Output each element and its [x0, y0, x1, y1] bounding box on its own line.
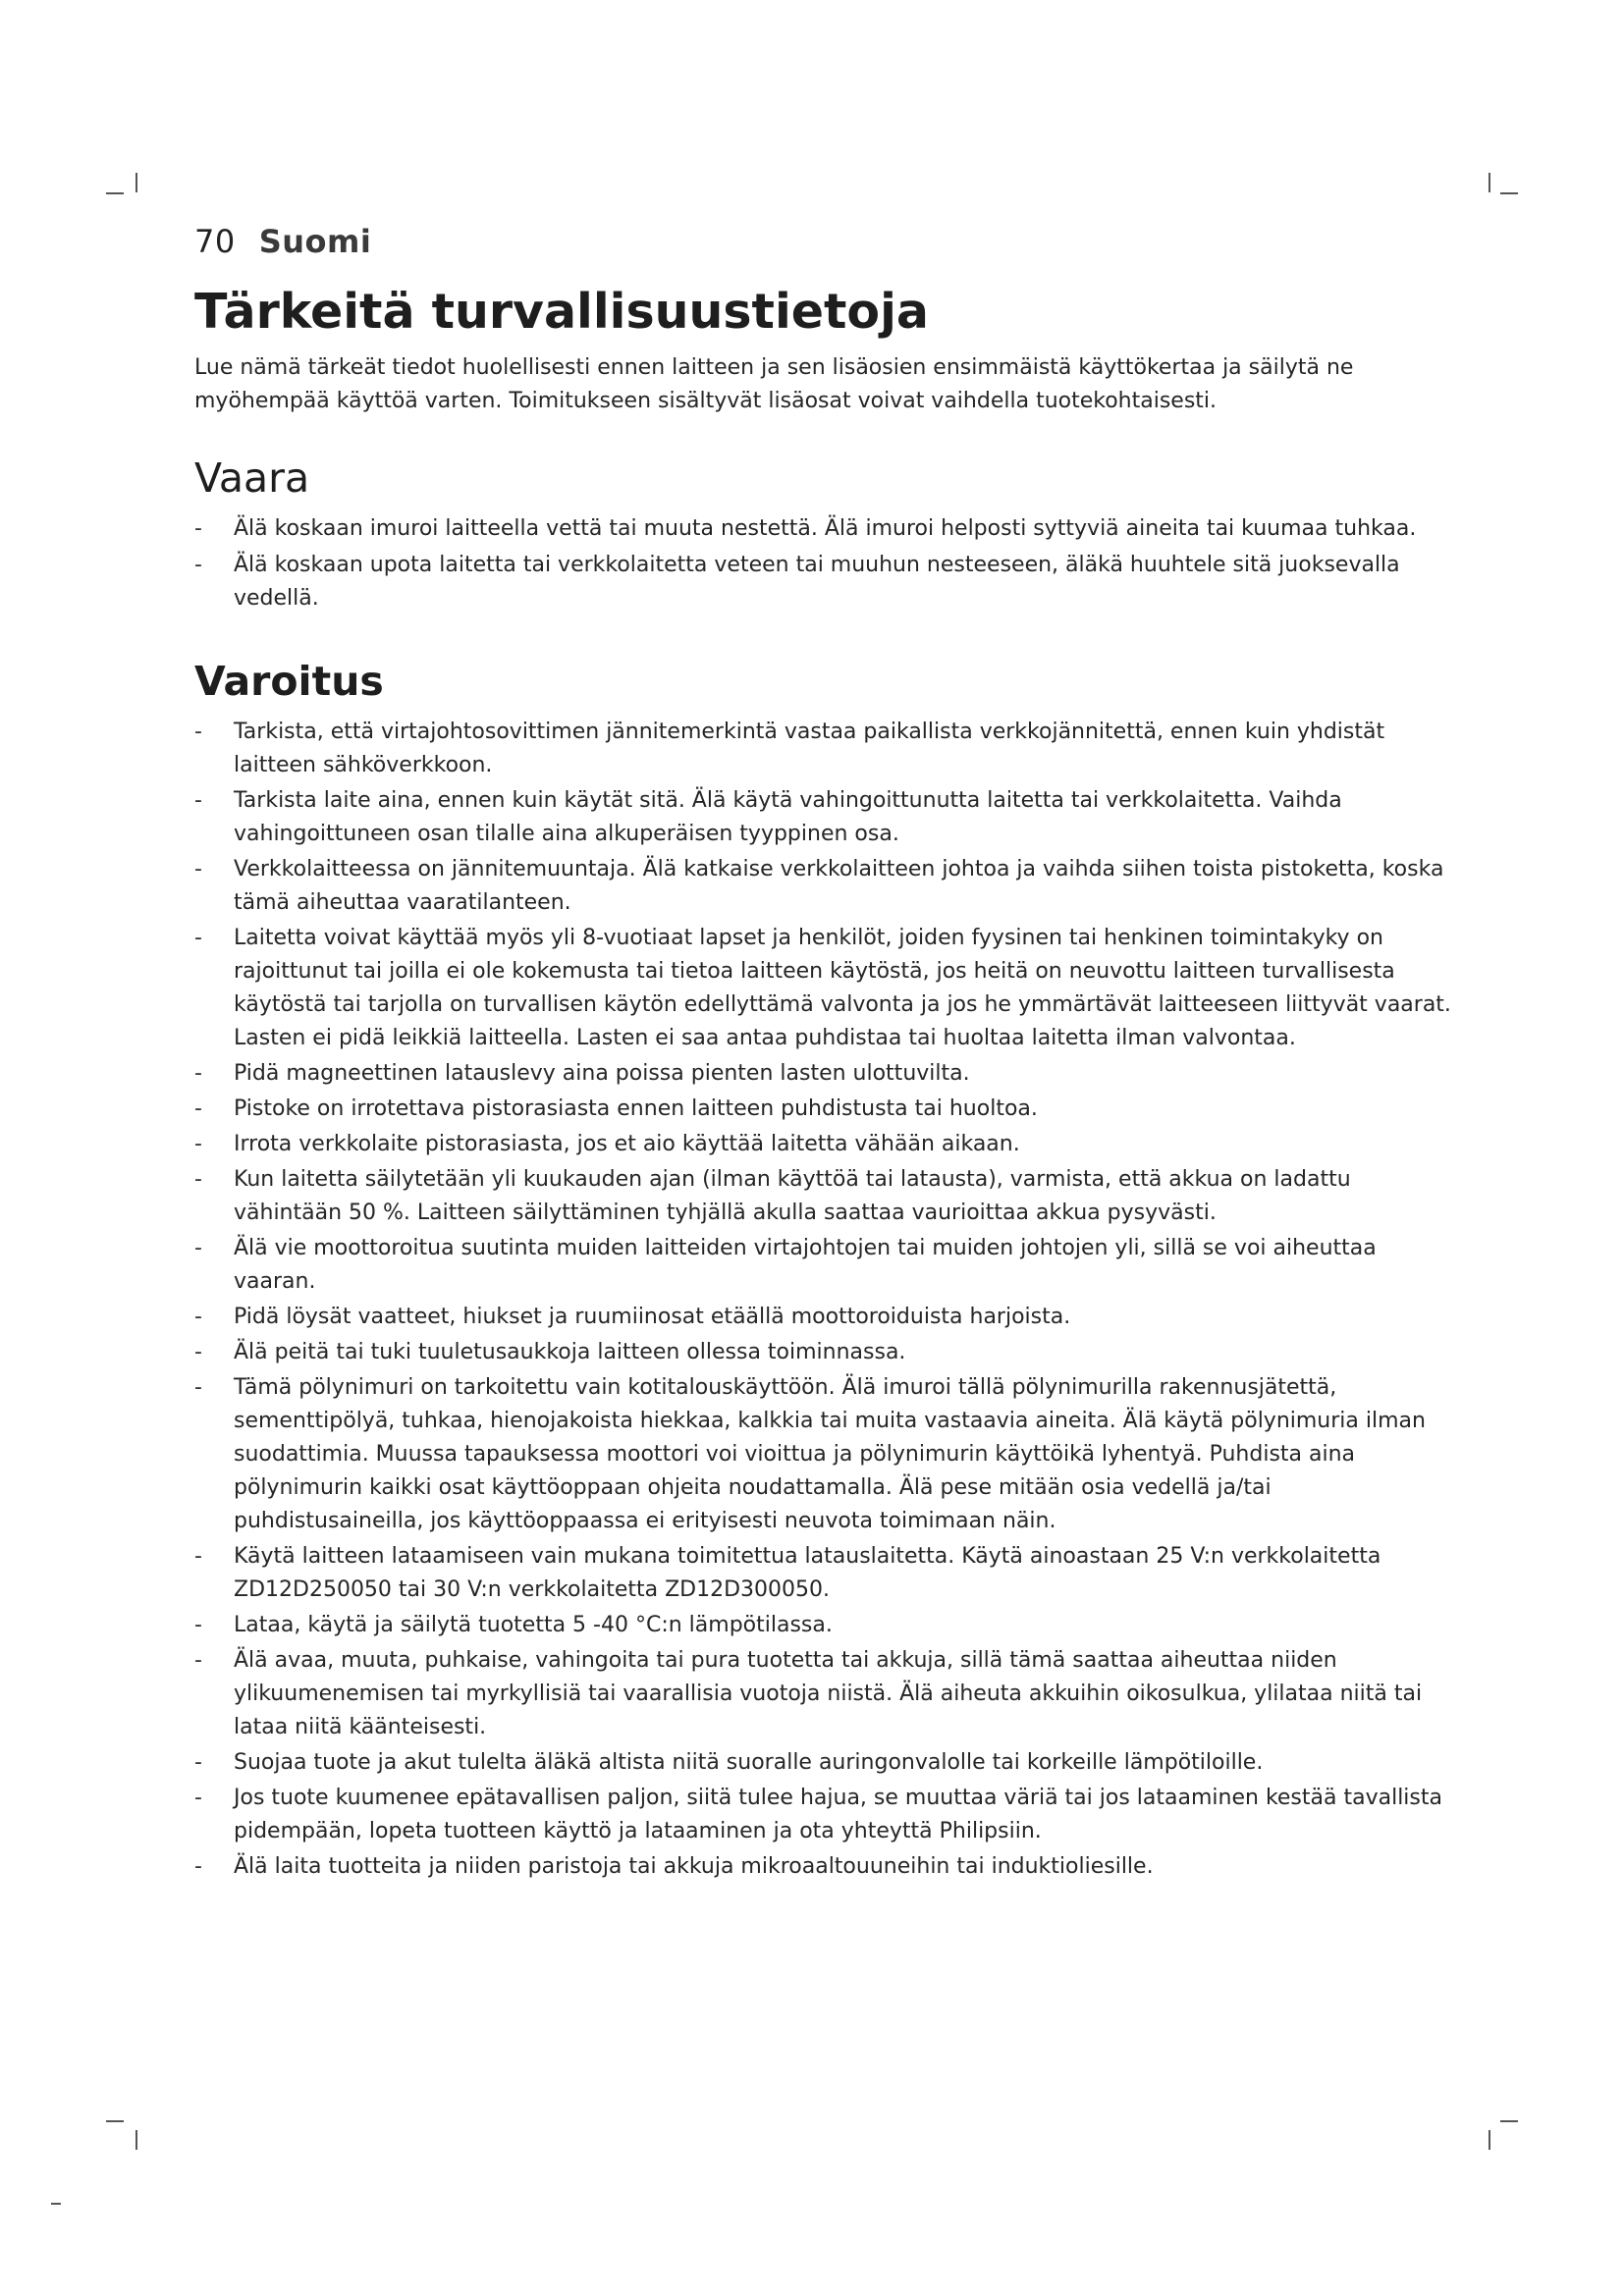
- page-number: 70: [194, 223, 236, 260]
- list-item-text: Älä peitä tai tuki tuuletusaukkoja laitteen ollessa toiminnassa.: [234, 1340, 906, 1364]
- list-item: [194, 1232, 1461, 1299]
- crop-mark: [51, 2203, 61, 2205]
- crop-mark: [135, 2130, 137, 2150]
- crop-mark: [1500, 192, 1518, 194]
- list-item-text: Suojaa tuote ja akut tulelta äläkä altista niitä suoralle auringonvalolle tai korkeille lämpötiloille.: [234, 1750, 1264, 1775]
- list-item-text: Älä vie moottoroitua suutinta muiden laitteiden virtajohtojen tai muiden johtojen yli, sillä se voi aiheuttaa vaaran.: [234, 1236, 1377, 1294]
- page-content: [194, 222, 1461, 1923]
- list-item: [194, 1782, 1461, 1848]
- warning-list: [194, 716, 1461, 1884]
- list-item: [194, 1746, 1461, 1780]
- list-item: [194, 1301, 1461, 1334]
- dash-bullet: -: [194, 1236, 202, 1260]
- list-item: [194, 1163, 1461, 1230]
- list-item: [194, 549, 1461, 615]
- list-item-text: Verkkolaitteessa on jännitemuuntaja. Älä katkaise verkkolaitteen johtoa ja vaihda siihen toista pistoketta, koska tämä aiheuttaa vaaratilanteen.: [234, 857, 1444, 915]
- list-item-text: Älä avaa, muuta, puhkaise, vahingoita tai pura tuotetta tai akkuja, sillä tämä saattaa aiheuttaa niiden ylikuumenemisen tai myrkyllisiä tai vaarallisia vuotoja niistä. Älä aiheuta akkuihin oikosulkua, ylilataa niitä tai lataa niitä käänteisesti.: [234, 1648, 1423, 1739]
- dash-bullet: -: [194, 1648, 202, 1673]
- list-item: [194, 1128, 1461, 1161]
- list-item-text: Käytä laitteen lataamiseen vain mukana toimitettua latauslaitetta. Käytä ainoastaan 25 V:n verkkolaitetta ZD12D250050 tai 30 V:n verkkolaitetta ZD12D300050.: [234, 1544, 1381, 1602]
- crop-mark: [106, 192, 124, 194]
- list-item: [194, 1057, 1461, 1091]
- list-item-text: Pidä magneettinen latauslevy aina poissa pienten lasten ulottuvilta.: [234, 1061, 970, 1086]
- crop-mark: [135, 173, 137, 192]
- list-item-text: Pidä löysät vaatteet, hiukset ja ruumiinosat etäällä moottoroiduista harjoista.: [234, 1305, 1071, 1329]
- list-item: [194, 853, 1461, 920]
- dash-bullet: -: [194, 1167, 202, 1192]
- list-item: [194, 1336, 1461, 1369]
- list-item: [194, 1371, 1461, 1538]
- list-item-text: Laitetta voivat käyttää myös yli 8-vuotiaat lapset ja henkilöt, joiden fyysinen tai henkinen toimintakyky on rajoittunut tai joilla ei ole kokemusta tai tietoa laitteen käytöstä, jos heitä on neuvottu laitteen turvallisesta käytöstä tai tarjolla on turvallisen käytön edellyttämä valvonta ja jos he ymmärtävät laitteeseen liittyvät vaarat. Lasten ei pidä leikkiä laitteella. Lasten ei saa antaa puhdistaa tai huoltaa laitetta ilman valvontaa.: [234, 926, 1451, 1050]
- dash-bullet: -: [194, 1340, 202, 1364]
- dash-bullet: -: [194, 1305, 202, 1329]
- intro-paragraph: Lue nämä tärkeät tiedot huolellisesti ennen laitteen ja sen lisäosien ensimmäistä käyttökertaa ja säilytä ne myöhempää käyttöä varten. Toimitukseen sisältyvät lisäosat voivat vaihdella tuotekohtaisesti.: [194, 355, 1354, 413]
- crop-mark: [1489, 2130, 1490, 2150]
- dash-bullet: -: [194, 553, 202, 577]
- dash-bullet: -: [194, 926, 202, 950]
- dash-bullet: -: [194, 1544, 202, 1569]
- danger-list: [194, 512, 1461, 615]
- dash-bullet: -: [194, 1854, 202, 1879]
- crop-mark: [106, 2120, 124, 2122]
- list-item: [194, 1850, 1461, 1884]
- list-item: [194, 512, 1461, 546]
- list-item-text: Älä laita tuotteita ja niiden paristoja tai akkuja mikroaaltouuneihin tai induktioliesille.: [234, 1854, 1154, 1879]
- list-item-text: Älä koskaan upota laitetta tai verkkolaitetta veteen tai muuhun nesteeseen, äläkä huuhtele sitä juoksevalla vedellä.: [234, 553, 1400, 611]
- page-title: Tärkeitä turvallisuustietoja: [194, 284, 929, 340]
- list-item-text: Älä koskaan imuroi laitteella vettä tai muuta nestettä. Älä imuroi helposti syttyviä aineita tai kuumaa tuhkaa.: [234, 516, 1417, 541]
- danger-heading: Vaara: [194, 454, 310, 502]
- list-item: [194, 1540, 1461, 1607]
- dash-bullet: -: [194, 1375, 202, 1400]
- crop-mark: [1500, 2120, 1518, 2122]
- page-header: [194, 222, 1461, 261]
- dash-bullet: -: [194, 1061, 202, 1086]
- list-item: [194, 1093, 1461, 1126]
- list-item: [194, 922, 1461, 1055]
- warning-heading: Varoitus: [194, 658, 384, 705]
- dash-bullet: -: [194, 720, 202, 744]
- list-item-text: Lataa, käytä ja säilytä tuotetta 5 -40 °C:n lämpötilassa.: [234, 1613, 833, 1637]
- list-item: [194, 1609, 1461, 1642]
- list-item-text: Pistoke on irrotettava pistorasiasta ennen laitteen puhdistusta tai huoltoa.: [234, 1096, 1038, 1121]
- dash-bullet: -: [194, 788, 202, 813]
- list-item: [194, 784, 1461, 851]
- dash-bullet: -: [194, 1096, 202, 1121]
- list-item-text: Tämä pölynimuri on tarkoitettu vain kotitalouskäyttöön. Älä imuroi tällä pölynimurilla rakennusjätettä, sementtipölyä, tuhkaa, hienojakoista hiekkaa, kalkkia tai muita vastaavia aineita. Älä käytä pölynimuria ilman suodattimia. Muussa tapauksessa moottori voi vioittua ja pölynimurin käyttöikä lyhentyä. Puhdista aina pölynimurin kaikki osat käyttöoppaan ohjeita noudattamalla. Älä pese mitään osia vedellä ja/tai puhdistusaineilla, jos käyttöoppaassa ei erityisesti neuvota toimimaan näin.: [234, 1375, 1426, 1533]
- list-item: [194, 716, 1461, 782]
- list-item-text: Irrota verkkolaite pistorasiasta, jos et aio käyttää laitetta vähään aikaan.: [234, 1132, 1020, 1156]
- list-item: [194, 1644, 1461, 1744]
- crop-mark: [1489, 173, 1490, 192]
- dash-bullet: -: [194, 1613, 202, 1637]
- dash-bullet: -: [194, 1750, 202, 1775]
- language-label: Suomi: [258, 223, 372, 260]
- dash-bullet: -: [194, 857, 202, 881]
- list-item-text: Jos tuote kuumenee epätavallisen paljon, siitä tulee hajua, se muuttaa väriä tai jos lataaminen kestää tavallista pidempään, lopeta tuotteen käyttö ja lataaminen ja ota yhteyttä Philipsiin.: [234, 1786, 1442, 1843]
- list-item-text: Kun laitetta säilytetään yli kuukauden ajan (ilman käyttöä tai latausta), varmista, että akkua on ladattu vähintään 50 %. Laitteen säilyttäminen tyhjällä akulla saattaa vaurioittaa akkua pysyvästi.: [234, 1167, 1351, 1225]
- dash-bullet: -: [194, 1786, 202, 1810]
- dash-bullet: -: [194, 516, 202, 541]
- list-item-text: Tarkista, että virtajohtosovittimen jännitemerkintä vastaa paikallista verkkojännitettä, ennen kuin yhdistät laitteen sähköverkkoon.: [234, 720, 1385, 777]
- list-item-text: Tarkista laite aina, ennen kuin käytät sitä. Älä käytä vahingoittunutta laitetta tai verkkolaitetta. Vaihda vahingoittuneen osan tilalle aina alkuperäisen tyyppinen osa.: [234, 788, 1342, 846]
- dash-bullet: -: [194, 1132, 202, 1156]
